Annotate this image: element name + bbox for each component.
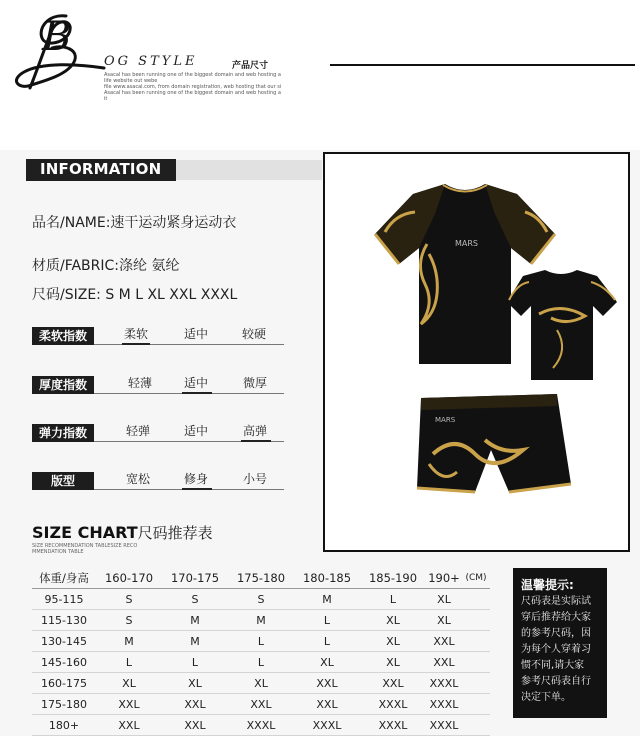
svg-text:B: B xyxy=(42,14,72,60)
index-label: 版型 xyxy=(32,472,94,490)
table-cell: 95-115 xyxy=(32,589,96,610)
table-cell: M xyxy=(162,610,228,631)
index-option: 柔软 xyxy=(124,327,149,341)
table-row xyxy=(32,673,490,694)
spec-fabric: 材质/FABRIC:涤纶 氨纶 xyxy=(32,258,180,274)
size-chart-heading xyxy=(32,522,213,543)
table-header-cell: 180-185 xyxy=(294,568,360,589)
table-header-cell: 190+ xyxy=(426,568,462,589)
brand-wordmark: OG STYLE xyxy=(104,54,198,69)
size-table xyxy=(32,568,490,736)
size-chart-table xyxy=(32,568,490,736)
index-label: 厚度指数 xyxy=(32,376,94,394)
table-cell: XL xyxy=(228,673,294,694)
size-chart-subtitle-line: SIZE RECOMMENDATION TABLESIZE RECO xyxy=(32,543,138,549)
table-cell: L xyxy=(360,589,426,610)
index-selected-marker xyxy=(182,488,212,490)
info-title: INFORMATION xyxy=(40,160,162,178)
size-chart-title-cn: 尺码推荐表 xyxy=(137,524,213,542)
index-option: 修身 xyxy=(184,472,209,486)
svg-text:MARS: MARS xyxy=(435,416,456,424)
product-image-frame xyxy=(323,152,630,552)
tip-line: 惯不同,请大家 xyxy=(521,660,585,671)
table-cell: XL xyxy=(426,610,462,631)
table-row xyxy=(32,631,490,652)
table-header-cell: 170-175 xyxy=(162,568,228,589)
brand-blurb xyxy=(104,72,284,102)
table-cell: 160-175 xyxy=(32,673,96,694)
brand-blurb-line: Asacal has been running one of the biggest domain and web hosting a it xyxy=(104,90,281,102)
shirt-front-image xyxy=(375,184,555,364)
header-rule xyxy=(330,64,635,66)
table-row xyxy=(32,589,490,610)
index-option: 微厚 xyxy=(243,376,268,390)
table-cell: L xyxy=(294,631,360,652)
table-header-row xyxy=(32,568,490,589)
table-cell: XL xyxy=(294,652,360,673)
table-cell: XXL xyxy=(96,715,162,736)
table-header-unit: (CM) xyxy=(462,568,490,589)
index-label: 弹力指数 xyxy=(32,424,94,442)
table-cell: XL xyxy=(360,631,426,652)
index-row-thickness xyxy=(32,374,292,396)
index-option: 较硬 xyxy=(242,327,267,341)
table-cell: XXL xyxy=(162,715,228,736)
table-cell: L xyxy=(228,631,294,652)
table-cell: XXXL xyxy=(360,694,426,715)
table-cell: XXL xyxy=(96,694,162,715)
index-option: 宽松 xyxy=(126,472,151,486)
index-option: 适中 xyxy=(184,376,209,390)
table-cell: L xyxy=(228,652,294,673)
table-cell: 130-145 xyxy=(32,631,96,652)
size-chart-subtitle-line: MMENDATION TABLE xyxy=(32,549,84,555)
table-cell xyxy=(462,673,490,694)
table-cell: XL xyxy=(162,673,228,694)
tip-line: 穿后推荐给大家 xyxy=(521,612,591,623)
table-cell: XXL xyxy=(162,694,228,715)
index-row-fit xyxy=(32,470,292,492)
table-cell: XXXL xyxy=(426,715,462,736)
brand-blurb-line: file www.asacal.com, from domain registration, web hosting that our si xyxy=(104,84,282,90)
table-cell: XL xyxy=(426,589,462,610)
table-cell xyxy=(462,652,490,673)
table-cell: XXXL xyxy=(228,715,294,736)
spec-name: 品名/NAME:速干运动紧身运动衣 xyxy=(32,215,237,231)
table-cell xyxy=(462,589,490,610)
table-cell: XL xyxy=(360,652,426,673)
table-cell: XXL xyxy=(228,694,294,715)
table-cell: S xyxy=(96,589,162,610)
table-header-cell: 185-190 xyxy=(360,568,426,589)
index-row-elasticity xyxy=(32,422,292,444)
shirt-back-image xyxy=(507,270,617,380)
table-cell: 115-130 xyxy=(32,610,96,631)
index-option: 轻薄 xyxy=(128,376,153,390)
table-cell: S xyxy=(96,610,162,631)
table-cell: L xyxy=(162,652,228,673)
index-label: 柔软指数 xyxy=(32,327,94,345)
table-cell: XXL xyxy=(426,631,462,652)
tip-line: 的参考尺码，因 xyxy=(521,628,591,639)
table-cell xyxy=(462,610,490,631)
table-cell: XXXL xyxy=(360,715,426,736)
brand-tag: 产品尺寸 xyxy=(232,61,269,71)
table-cell xyxy=(462,715,490,736)
table-cell xyxy=(462,631,490,652)
table-row xyxy=(32,610,490,631)
table-cell: 145-160 xyxy=(32,652,96,673)
index-option: 适中 xyxy=(184,327,209,341)
tip-line: 决定下单。 xyxy=(521,692,571,703)
tip-body xyxy=(521,594,605,706)
table-cell: XXXL xyxy=(426,673,462,694)
size-chart-title: SIZE CHART xyxy=(32,523,138,542)
table-cell: 175-180 xyxy=(32,694,96,715)
table-row xyxy=(32,652,490,673)
brand-blurb-line: Asacal has been running one of the biggest domain and web hosting a life website out webe xyxy=(104,72,281,84)
tip-box xyxy=(513,568,607,718)
table-cell: XXXL xyxy=(426,694,462,715)
index-selected-marker xyxy=(182,392,212,394)
table-cell: M xyxy=(96,631,162,652)
table-cell: XXL xyxy=(360,673,426,694)
table-row xyxy=(32,694,490,715)
spec-size: 尺码/SIZE: S M L XL XXL XXXL xyxy=(32,287,238,303)
svg-text:MARS: MARS xyxy=(455,239,479,248)
table-cell: L xyxy=(294,610,360,631)
table-header-cell: 体重/身高 xyxy=(32,568,96,589)
index-option: 适中 xyxy=(184,424,209,438)
table-cell: XL xyxy=(360,610,426,631)
table-header-cell: 175-180 xyxy=(228,568,294,589)
table-cell: XXL xyxy=(426,652,462,673)
product-illustration xyxy=(325,154,628,550)
tip-line: 参考尺码表自行 xyxy=(521,676,591,687)
index-option: 高弹 xyxy=(243,424,268,438)
table-cell: 180+ xyxy=(32,715,96,736)
shorts-image xyxy=(417,394,571,492)
table-cell: M xyxy=(228,610,294,631)
table-cell: XXXL xyxy=(294,715,360,736)
table-row xyxy=(32,715,490,736)
table-cell xyxy=(462,694,490,715)
table-header-cell: 160-170 xyxy=(96,568,162,589)
tip-line: 为每个人穿着习 xyxy=(521,644,591,655)
index-row-softness xyxy=(32,325,292,347)
tip-title: 温馨提示: xyxy=(521,578,574,592)
size-chart-subtitle xyxy=(32,543,137,555)
table-cell: S xyxy=(162,589,228,610)
table-cell: M xyxy=(162,631,228,652)
tip-line: 尺码表是实际试 xyxy=(521,596,591,607)
table-cell: XXL xyxy=(294,673,360,694)
table-cell: L xyxy=(96,652,162,673)
index-selected-marker xyxy=(241,440,271,442)
index-selected-marker xyxy=(122,343,150,345)
table-cell: S xyxy=(228,589,294,610)
table-cell: XXL xyxy=(294,694,360,715)
table-cell: M xyxy=(294,589,360,610)
index-option: 小号 xyxy=(243,472,268,486)
index-option: 轻弹 xyxy=(126,424,151,438)
table-cell: XL xyxy=(96,673,162,694)
